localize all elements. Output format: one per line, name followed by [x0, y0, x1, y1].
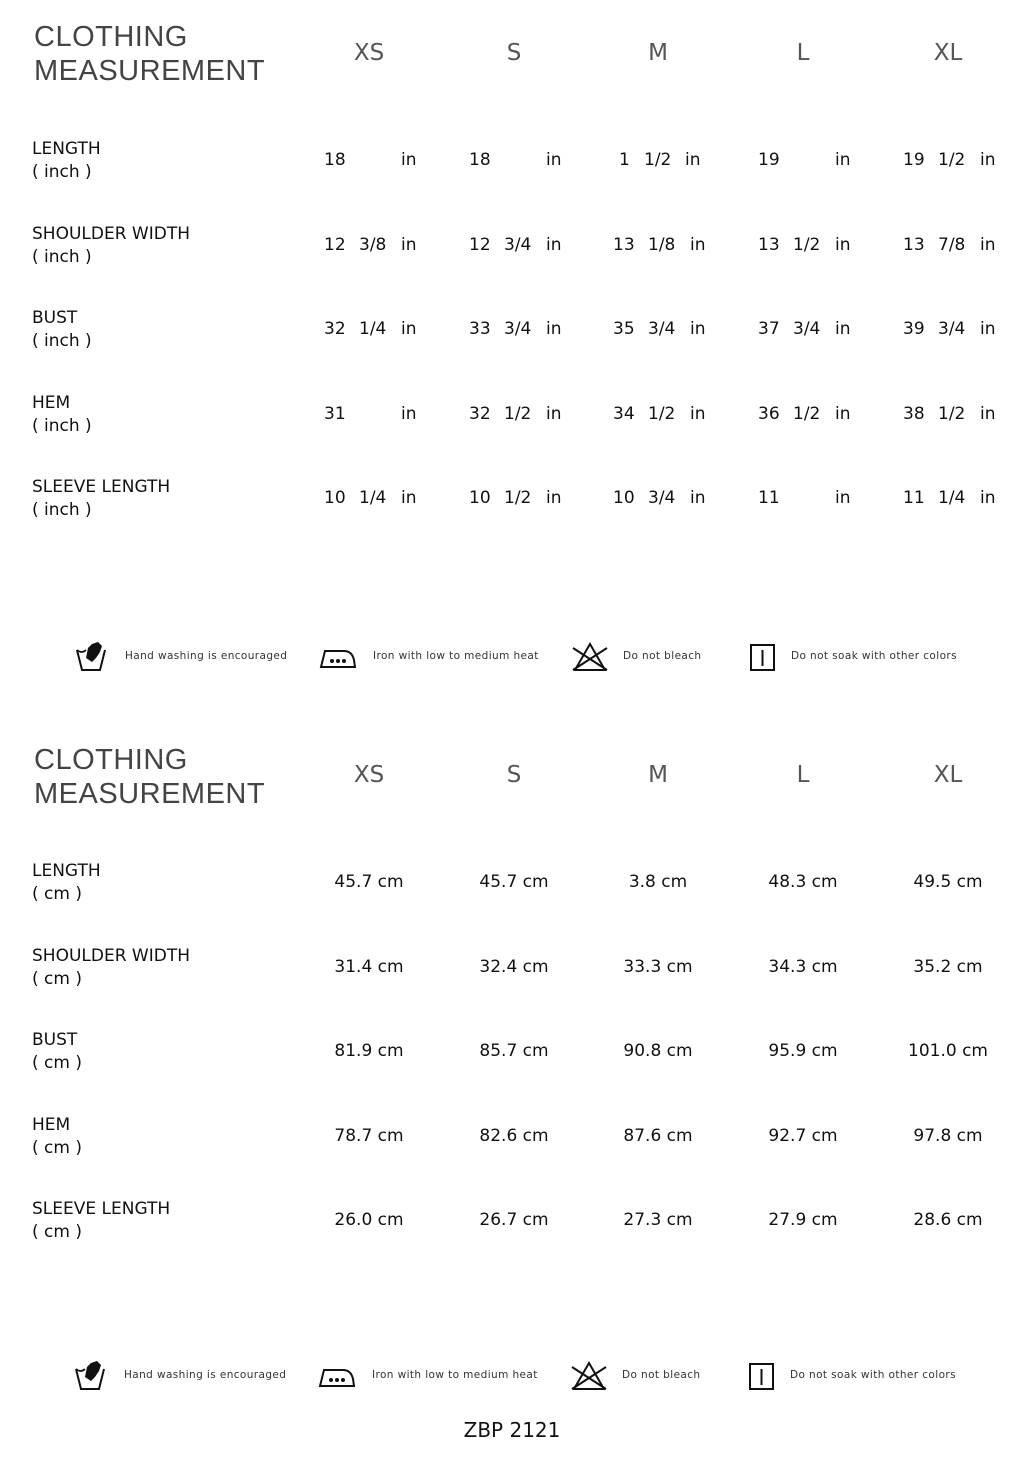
row-label-sleeve-length [32, 476, 170, 522]
value-fraction: 1/4 [359, 319, 387, 339]
measurement-name: SHOULDER WIDTH [32, 946, 190, 966]
value-cell: 101.0 cm [908, 1041, 988, 1061]
row-label-bust [32, 307, 92, 353]
hand-wash-icon [73, 1357, 113, 1397]
iron-icon [318, 638, 358, 678]
value-cell: 45.7 cm [479, 872, 549, 892]
value-fraction: 1/2 [504, 488, 532, 508]
value-whole: 18 [324, 150, 346, 170]
value-fraction: 1/2 [793, 235, 821, 255]
value-unit: in [690, 488, 706, 508]
row-label-shoulder-width [32, 223, 190, 269]
value-unit: in [685, 150, 701, 170]
value-whole: 13 [613, 235, 635, 255]
unit-label: ( cm ) [32, 884, 82, 904]
value-cell: 92.7 cm [768, 1126, 838, 1146]
value-whole: 12 [469, 235, 491, 255]
row-label-hem [32, 1114, 82, 1160]
title-line-1: CLOTHING [34, 744, 188, 776]
value-cell: 27.3 cm [623, 1210, 693, 1230]
value-whole: 11 [903, 488, 925, 508]
unit-label: ( inch ) [32, 416, 92, 436]
value-unit: in [835, 488, 851, 508]
value-unit: in [690, 319, 706, 339]
unit-label: ( cm ) [32, 1222, 82, 1242]
value-unit: in [546, 235, 562, 255]
value-whole: 10 [469, 488, 491, 508]
measurement-name: HEM [32, 393, 71, 413]
section-title [34, 743, 265, 811]
value-cell: 95.9 cm [768, 1041, 838, 1061]
no-bleach-icon [568, 1357, 610, 1397]
value-cell: 32.4 cm [479, 957, 549, 977]
value-unit: in [690, 235, 706, 255]
measurement-name: BUST [32, 1030, 78, 1050]
value-fraction: 1/2 [648, 404, 676, 424]
value-whole: 32 [324, 319, 346, 339]
measurement-name: BUST [32, 308, 78, 328]
value-fraction: 3/4 [938, 319, 966, 339]
value-fraction: 1/4 [938, 488, 966, 508]
value-whole: 37 [758, 319, 780, 339]
value-fraction: 1/2 [938, 404, 966, 424]
no-bleach-icon [569, 638, 611, 678]
value-fraction: 1/4 [359, 488, 387, 508]
do-not-soak-icon [746, 1357, 778, 1397]
value-unit: in [980, 488, 996, 508]
value-whole: 13 [758, 235, 780, 255]
value-cell: 31.4 cm [334, 957, 404, 977]
product-code: ZBP 2121 [463, 1418, 561, 1442]
value-unit: in [835, 404, 851, 424]
unit-label: ( cm ) [32, 1138, 82, 1158]
value-whole: 18 [469, 150, 491, 170]
value-fraction: 3/4 [648, 319, 676, 339]
value-whole: 39 [903, 319, 925, 339]
row-label-bust [32, 1029, 82, 1075]
value-whole: 12 [324, 235, 346, 255]
value-fraction: 1/2 [644, 150, 672, 170]
measurement-name: LENGTH [32, 861, 101, 881]
value-unit: in [980, 235, 996, 255]
value-cell: 85.7 cm [479, 1041, 549, 1061]
measurement-name: SHOULDER WIDTH [32, 224, 190, 244]
value-whole: 19 [758, 150, 780, 170]
value-whole: 10 [613, 488, 635, 508]
size-header-xs: XS [353, 762, 385, 788]
value-unit: in [980, 319, 996, 339]
value-whole: 38 [903, 404, 925, 424]
value-fraction: 3/4 [793, 319, 821, 339]
care-text: Hand washing is encouraged [124, 1369, 287, 1381]
value-unit: in [835, 150, 851, 170]
unit-label: ( inch ) [32, 247, 92, 267]
value-unit: in [546, 404, 562, 424]
size-header-m: M [648, 40, 668, 66]
value-cell: 82.6 cm [479, 1126, 549, 1146]
value-fraction: 3/4 [504, 235, 532, 255]
measurement-name: LENGTH [32, 139, 101, 159]
value-cell: 26.0 cm [334, 1210, 404, 1230]
unit-label: ( inch ) [32, 500, 92, 520]
measurement-name: SLEEVE LENGTH [32, 477, 171, 497]
value-fraction: 1/2 [504, 404, 532, 424]
unit-label: ( cm ) [32, 1053, 82, 1073]
value-cell: 97.8 cm [913, 1126, 983, 1146]
unit-label: ( cm ) [32, 969, 82, 989]
unit-label: ( inch ) [32, 331, 92, 351]
row-label-length [32, 138, 101, 184]
size-header-l: L [796, 762, 810, 788]
value-unit: in [546, 488, 562, 508]
value-unit: in [546, 150, 562, 170]
value-cell: 81.9 cm [334, 1041, 404, 1061]
title-line-1: CLOTHING [34, 21, 188, 53]
value-whole: 34 [613, 404, 635, 424]
value-cell: 48.3 cm [768, 872, 838, 892]
measurement-name: HEM [32, 1115, 71, 1135]
care-instructions [0, 638, 1024, 678]
care-text: Do not soak with other colors [790, 1369, 956, 1381]
value-whole: 31 [324, 404, 346, 424]
value-fraction: 1/8 [648, 235, 676, 255]
value-whole: 35 [613, 319, 635, 339]
size-header-xl: XL [933, 40, 963, 66]
value-cell: 34.3 cm [768, 957, 838, 977]
iron-icon [317, 1357, 357, 1397]
row-label-hem [32, 392, 92, 438]
value-cell: 87.6 cm [623, 1126, 693, 1146]
value-cell: 49.5 cm [913, 872, 983, 892]
value-cell: 26.7 cm [479, 1210, 549, 1230]
value-whole: 33 [469, 319, 491, 339]
row-label-sleeve-length [32, 1198, 170, 1244]
care-text: Do not bleach [622, 1369, 701, 1381]
value-whole: 11 [758, 488, 780, 508]
value-whole: 36 [758, 404, 780, 424]
value-unit: in [401, 404, 417, 424]
unit-label: ( inch ) [32, 162, 92, 182]
value-cell: 45.7 cm [334, 872, 404, 892]
value-unit: in [546, 319, 562, 339]
do-not-soak-icon [747, 638, 779, 678]
size-header-l: L [796, 40, 810, 66]
row-label-length [32, 860, 101, 906]
value-cell: 27.9 cm [768, 1210, 838, 1230]
value-unit: in [835, 235, 851, 255]
value-fraction: 1/2 [793, 404, 821, 424]
care-text: Hand washing is encouraged [125, 650, 288, 662]
value-whole: 19 [903, 150, 925, 170]
care-text: Do not soak with other colors [791, 650, 957, 662]
size-header-xl: XL [933, 762, 963, 788]
hand-wash-icon [74, 638, 114, 678]
value-cell: 33.3 cm [623, 957, 693, 977]
value-unit: in [401, 150, 417, 170]
value-fraction: 3/8 [359, 235, 387, 255]
value-cell: 3.8 cm [628, 872, 688, 892]
value-unit: in [690, 404, 706, 424]
value-unit: in [401, 235, 417, 255]
value-unit: in [980, 150, 996, 170]
care-text: Iron with low to medium heat [372, 1369, 538, 1381]
value-unit: in [401, 319, 417, 339]
value-fraction: 7/8 [938, 235, 966, 255]
value-whole: 10 [324, 488, 346, 508]
title-line-2: MEASUREMENT [34, 55, 266, 87]
value-unit: in [401, 488, 417, 508]
value-fraction: 1/2 [938, 150, 966, 170]
value-cell: 28.6 cm [913, 1210, 983, 1230]
size-header-s: S [506, 762, 522, 788]
care-instructions [0, 1357, 1024, 1397]
value-whole: 13 [903, 235, 925, 255]
care-text: Do not bleach [623, 650, 702, 662]
value-whole: 32 [469, 404, 491, 424]
value-cell: 90.8 cm [623, 1041, 693, 1061]
value-fraction: 3/4 [504, 319, 532, 339]
care-text: Iron with low to medium heat [373, 650, 539, 662]
value-cell: 78.7 cm [334, 1126, 404, 1146]
measurement-name: SLEEVE LENGTH [32, 1199, 171, 1219]
title-line-2: MEASUREMENT [34, 778, 266, 810]
size-header-xs: XS [353, 40, 385, 66]
section-title [34, 20, 265, 88]
size-header-m: M [648, 762, 668, 788]
value-cell: 35.2 cm [913, 957, 983, 977]
value-whole: 1 [619, 150, 630, 170]
value-unit: in [835, 319, 851, 339]
value-fraction: 3/4 [648, 488, 676, 508]
row-label-shoulder-width [32, 945, 190, 991]
size-header-s: S [506, 40, 522, 66]
value-unit: in [980, 404, 996, 424]
